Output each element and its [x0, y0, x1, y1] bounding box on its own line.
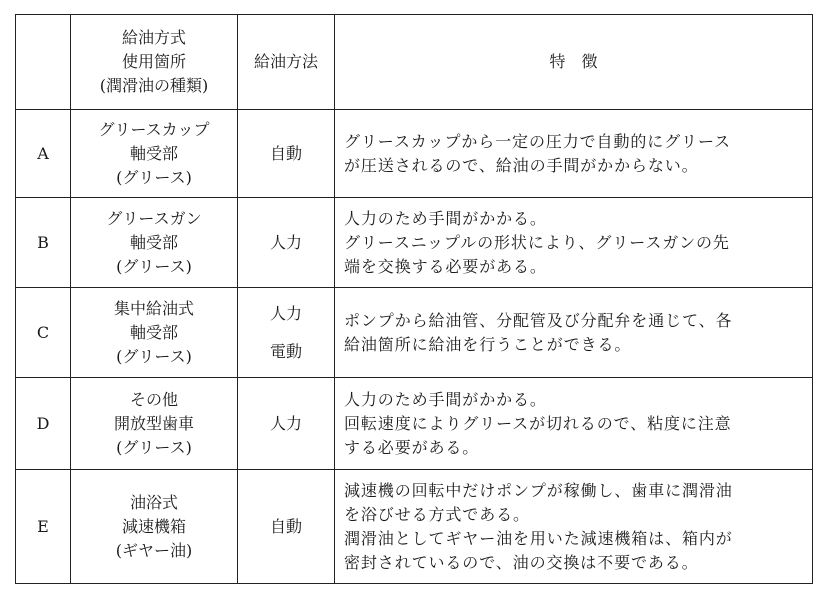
features-line: 回転速度によりグリースが切れるので、粘度に注意	[344, 413, 732, 433]
system-line: (ギヤー油)	[115, 540, 193, 560]
method-label: 自動	[269, 143, 302, 163]
header-method-cell	[238, 15, 335, 110]
table-row	[16, 378, 813, 470]
row-system-cell	[71, 110, 238, 198]
table-row	[16, 288, 813, 378]
method-label: 人力	[269, 303, 302, 323]
table-row	[16, 110, 813, 198]
row-system-cell	[71, 470, 238, 584]
features-line: を浴びせる方式である。	[344, 504, 530, 524]
row-system-cell	[71, 378, 238, 470]
features-line: 端を交換する必要がある。	[344, 256, 547, 276]
row-method-cell	[238, 378, 335, 470]
features-line: グリースニップルの形状により、グリースガンの先	[344, 232, 730, 252]
header-features-label: 特 徴	[549, 52, 598, 71]
row-id-cell	[16, 470, 71, 584]
row-features-cell	[335, 110, 813, 198]
features-line: 給油箇所に給油を行うことができる。	[344, 334, 632, 354]
row-system-cell	[71, 288, 238, 378]
system-line: (グリース)	[116, 437, 192, 457]
system-line: 油浴式	[129, 492, 178, 512]
row-id-label: D	[36, 413, 50, 433]
row-features-cell	[335, 378, 813, 470]
system-line: 軸受部	[129, 322, 178, 342]
features-line: グリースカップから一定の圧力で自動的にグリース	[344, 131, 731, 151]
row-id-label: C	[36, 322, 50, 342]
row-id-label: B	[37, 232, 49, 252]
row-id-cell	[16, 198, 71, 288]
features-line: 人力のため手間がかかる。	[344, 389, 547, 409]
row-features-cell	[335, 470, 813, 584]
system-line: グリースカップ	[98, 119, 210, 139]
system-line: その他	[129, 389, 178, 409]
row-method-cell	[238, 110, 335, 198]
system-line: 軸受部	[129, 232, 178, 252]
row-id-cell	[16, 110, 71, 198]
header-id-cell	[16, 15, 71, 110]
features-line: が圧送されるので、給油の手間がかからない。	[344, 155, 699, 175]
header-system-line-2: 使用箇所	[121, 52, 186, 71]
method-label: 電動	[269, 341, 302, 361]
lubrication-methods-table	[15, 14, 813, 584]
system-line: 集中給油式	[113, 298, 194, 318]
method-label: 人力	[269, 232, 302, 252]
system-line: 減速機箱	[121, 516, 186, 536]
header-method-label: 給油方法	[253, 52, 318, 71]
system-line: 開放型歯車	[113, 413, 194, 433]
features-line: 潤滑油としてギヤー油を用いた減速機箱は、箱内が	[344, 528, 733, 548]
row-id-cell	[16, 288, 71, 378]
row-id-label: E	[37, 516, 49, 536]
features-line: する必要がある。	[344, 437, 480, 457]
row-features-cell	[335, 198, 813, 288]
row-method-cell	[238, 288, 335, 378]
row-features-cell	[335, 288, 813, 378]
header-features-cell	[335, 15, 813, 110]
features-line: ポンプから給油管、分配管及び分配弁を通じて、各	[344, 310, 733, 330]
header-row	[16, 15, 813, 110]
header-system-line-3: (潤滑油の種類)	[99, 76, 209, 95]
method-label: 自動	[269, 516, 302, 536]
row-method-cell	[238, 470, 335, 584]
row-system-cell	[71, 198, 238, 288]
system-line: (グリース)	[116, 167, 192, 187]
features-line: 密封されているので、油の交換は不要である。	[344, 552, 699, 572]
system-line: (グリース)	[116, 256, 192, 276]
system-line: 軸受部	[129, 143, 178, 163]
method-label: 人力	[269, 413, 302, 433]
system-line: グリースガン	[106, 208, 202, 228]
features-line: 人力のため手間がかかる。	[344, 208, 547, 228]
system-line: (グリース)	[116, 346, 192, 366]
header-system-cell	[71, 15, 238, 110]
table-row	[16, 470, 813, 584]
table-row	[16, 198, 813, 288]
row-id-label: A	[37, 143, 49, 163]
header-system-line-1: 給油方式	[121, 28, 186, 47]
row-method-cell	[238, 198, 335, 288]
features-line: 減速機の回転中だけポンプが稼働し、歯車に潤滑油	[344, 480, 733, 500]
row-id-cell	[16, 378, 71, 470]
